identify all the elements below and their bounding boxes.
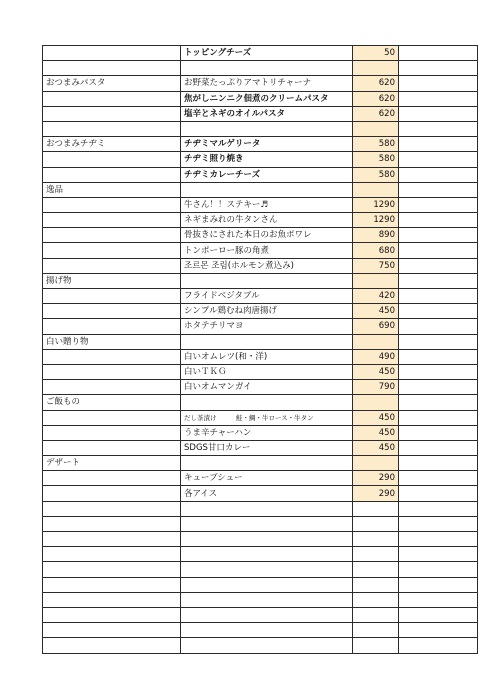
price-cell — [353, 334, 399, 349]
item-name-cell: キューブシュー — [181, 471, 353, 486]
empty-cell — [399, 167, 478, 182]
table-row — [43, 380, 478, 395]
item-name-cell: ネギまみれの牛タンさん — [181, 213, 353, 228]
price-cell: 620 — [353, 106, 399, 121]
item-name-cell: 骨抜きにされた本日のお魚ポワレ — [181, 228, 353, 243]
table-row — [43, 471, 478, 486]
table-row — [43, 228, 478, 243]
price-cell: 420 — [353, 289, 399, 304]
table-row — [43, 623, 478, 638]
item-name-cell — [181, 592, 353, 607]
table-row — [43, 304, 478, 319]
empty-cell — [399, 182, 478, 197]
table-row — [43, 334, 478, 349]
price-cell — [353, 273, 399, 288]
item-name-cell: シンプル鶏むね肉唐揚げ — [181, 304, 353, 319]
item-name-cell: 白いＴＫＧ — [181, 364, 353, 379]
category-cell — [43, 152, 181, 167]
category-cell: ご飯もの — [43, 395, 181, 410]
category-cell — [43, 501, 181, 516]
category-cell: おつまみチヂミ — [43, 137, 181, 152]
table-row — [43, 121, 478, 136]
item-name-cell: 各アイス — [181, 486, 353, 501]
table-row — [43, 137, 478, 152]
category-cell: デザート — [43, 456, 181, 471]
empty-cell — [399, 137, 478, 152]
category-cell — [43, 121, 181, 136]
category-cell — [43, 61, 181, 76]
category-cell — [43, 440, 181, 455]
empty-cell — [399, 46, 478, 61]
price-cell: 1290 — [353, 213, 399, 228]
table-row — [43, 440, 478, 455]
category-cell: 逸品 — [43, 182, 181, 197]
category-cell — [43, 607, 181, 622]
price-cell — [353, 395, 399, 410]
category-cell — [43, 46, 181, 61]
table-row — [43, 486, 478, 501]
table-row — [43, 547, 478, 562]
table-row — [43, 167, 478, 182]
table-row — [43, 410, 478, 425]
table-row — [43, 197, 478, 212]
item-name-cell: うま辛チャーハン — [181, 425, 353, 440]
table-row — [43, 592, 478, 607]
empty-cell — [399, 349, 478, 364]
empty-cell — [399, 91, 478, 106]
price-cell — [353, 61, 399, 76]
category-cell — [43, 319, 181, 334]
item-name-cell — [181, 623, 353, 638]
category-cell — [43, 167, 181, 182]
category-cell: 白い贈り物 — [43, 334, 181, 349]
item-name-cell — [181, 121, 353, 136]
table-row — [43, 425, 478, 440]
item-name-cell — [181, 577, 353, 592]
category-cell — [43, 623, 181, 638]
empty-cell — [399, 319, 478, 334]
item-name-cell: フライドベジタブル — [181, 289, 353, 304]
item-name-cell — [181, 516, 353, 531]
price-cell: 890 — [353, 228, 399, 243]
empty-cell — [399, 501, 478, 516]
item-name-cell — [181, 562, 353, 577]
item-name-cell — [181, 607, 353, 622]
empty-cell — [399, 638, 478, 653]
empty-cell — [399, 562, 478, 577]
table-row — [43, 152, 478, 167]
empty-cell — [399, 532, 478, 547]
empty-cell — [399, 425, 478, 440]
price-cell: 1290 — [353, 197, 399, 212]
item-name-cell: トッピングチーズ — [181, 46, 353, 61]
item-name-cell: SDGS甘口カレー — [181, 440, 353, 455]
table-row — [43, 258, 478, 273]
category-cell — [43, 349, 181, 364]
table-row — [43, 91, 478, 106]
empty-cell — [399, 304, 478, 319]
category-cell: おつまみパスタ — [43, 76, 181, 91]
category-cell — [43, 516, 181, 531]
price-cell — [353, 456, 399, 471]
category-cell — [43, 91, 181, 106]
price-cell: 450 — [353, 364, 399, 379]
table-row — [43, 364, 478, 379]
price-cell — [353, 532, 399, 547]
table-row — [43, 532, 478, 547]
price-cell — [353, 577, 399, 592]
table-row — [43, 456, 478, 471]
empty-cell — [399, 289, 478, 304]
price-cell — [353, 516, 399, 531]
empty-cell — [399, 121, 478, 136]
empty-cell — [399, 258, 478, 273]
empty-cell — [399, 273, 478, 288]
empty-cell — [399, 152, 478, 167]
empty-cell — [399, 243, 478, 258]
item-name-cell: チヂミ照り焼き — [181, 152, 353, 167]
menu-table-body — [43, 46, 478, 654]
table-row — [43, 395, 478, 410]
price-cell — [353, 501, 399, 516]
category-cell — [43, 592, 181, 607]
empty-cell — [399, 592, 478, 607]
category-cell — [43, 532, 181, 547]
item-name-cell — [181, 334, 353, 349]
table-row — [43, 577, 478, 592]
table-row — [43, 349, 478, 364]
category-cell — [43, 471, 181, 486]
category-cell — [43, 213, 181, 228]
empty-cell — [399, 364, 478, 379]
price-cell: 450 — [353, 440, 399, 455]
price-cell: 580 — [353, 167, 399, 182]
table-row — [43, 562, 478, 577]
item-name-cell: 焦がしニンニク佃煮のクリームパスタ — [181, 91, 353, 106]
price-cell: 290 — [353, 486, 399, 501]
price-cell — [353, 121, 399, 136]
category-cell — [43, 243, 181, 258]
item-name-cell: お野菜たっぷりアマトリチャーナ — [181, 76, 353, 91]
category-cell — [43, 577, 181, 592]
item-name-cell: トンポーロー豚の角煮 — [181, 243, 353, 258]
category-cell — [43, 425, 181, 440]
price-cell: 790 — [353, 380, 399, 395]
item-name-cell — [181, 638, 353, 653]
category-cell — [43, 562, 181, 577]
category-cell — [43, 304, 181, 319]
table-row — [43, 501, 478, 516]
price-cell: 290 — [353, 471, 399, 486]
empty-cell — [399, 440, 478, 455]
table-row — [43, 213, 478, 228]
table-row — [43, 273, 478, 288]
category-cell — [43, 197, 181, 212]
price-cell: 580 — [353, 137, 399, 152]
item-name-cell: チヂミカレーチーズ — [181, 167, 353, 182]
price-cell — [353, 592, 399, 607]
price-cell: 450 — [353, 410, 399, 425]
table-row — [43, 638, 478, 653]
empty-cell — [399, 471, 478, 486]
category-cell — [43, 638, 181, 653]
empty-cell — [399, 334, 478, 349]
price-cell: 50 — [353, 46, 399, 61]
menu-table — [42, 45, 478, 654]
category-cell — [43, 228, 181, 243]
empty-cell — [399, 61, 478, 76]
price-cell: 450 — [353, 425, 399, 440]
item-name-cell — [181, 182, 353, 197]
item-name-cell: だし茶漬け 鮭・鯛・牛ロース・牛タン — [181, 410, 353, 425]
category-cell — [43, 410, 181, 425]
empty-cell — [399, 395, 478, 410]
price-cell — [353, 547, 399, 562]
item-name-cell — [181, 395, 353, 410]
item-name-cell: 塩辛とネギのオイルパスタ — [181, 106, 353, 121]
price-cell — [353, 607, 399, 622]
price-cell — [353, 182, 399, 197]
item-name-cell: チヂミマルゲリータ — [181, 137, 353, 152]
table-row — [43, 607, 478, 622]
item-name-cell: 白いオムレツ(和・洋) — [181, 349, 353, 364]
item-name-cell: ホタテチリマヨ — [181, 319, 353, 334]
empty-cell — [399, 547, 478, 562]
item-name-cell — [181, 273, 353, 288]
empty-cell — [399, 410, 478, 425]
empty-cell — [399, 213, 478, 228]
empty-cell — [399, 228, 478, 243]
empty-cell — [399, 607, 478, 622]
price-cell: 580 — [353, 152, 399, 167]
category-cell — [43, 364, 181, 379]
empty-cell — [399, 623, 478, 638]
item-name-cell: 조르몬 조림(ホルモン煮込み) — [181, 258, 353, 273]
empty-cell — [399, 106, 478, 121]
table-row — [43, 76, 478, 91]
price-cell: 450 — [353, 304, 399, 319]
empty-cell — [399, 456, 478, 471]
table-row — [43, 61, 478, 76]
table-row — [43, 319, 478, 334]
item-name-cell: 牛さん！！ステキー♬ — [181, 197, 353, 212]
category-cell — [43, 258, 181, 273]
category-cell — [43, 289, 181, 304]
price-cell: 680 — [353, 243, 399, 258]
item-name-cell — [181, 501, 353, 516]
empty-cell — [399, 197, 478, 212]
item-name-cell — [181, 547, 353, 562]
item-name-cell — [181, 456, 353, 471]
price-cell: 620 — [353, 91, 399, 106]
price-cell: 620 — [353, 76, 399, 91]
price-cell: 750 — [353, 258, 399, 273]
item-name-cell — [181, 61, 353, 76]
category-cell — [43, 486, 181, 501]
category-cell: 揚げ物 — [43, 273, 181, 288]
table-row — [43, 182, 478, 197]
price-cell: 490 — [353, 349, 399, 364]
empty-cell — [399, 380, 478, 395]
table-row — [43, 243, 478, 258]
category-cell — [43, 106, 181, 121]
empty-cell — [399, 516, 478, 531]
item-name-cell: 白いオムマンガイ — [181, 380, 353, 395]
price-cell: 690 — [353, 319, 399, 334]
empty-cell — [399, 577, 478, 592]
category-cell — [43, 547, 181, 562]
empty-cell — [399, 76, 478, 91]
table-row — [43, 516, 478, 531]
price-cell — [353, 638, 399, 653]
category-cell — [43, 380, 181, 395]
price-cell — [353, 623, 399, 638]
table-row — [43, 46, 478, 61]
price-cell — [353, 562, 399, 577]
table-row — [43, 289, 478, 304]
empty-cell — [399, 486, 478, 501]
item-name-cell — [181, 532, 353, 547]
table-row — [43, 106, 478, 121]
